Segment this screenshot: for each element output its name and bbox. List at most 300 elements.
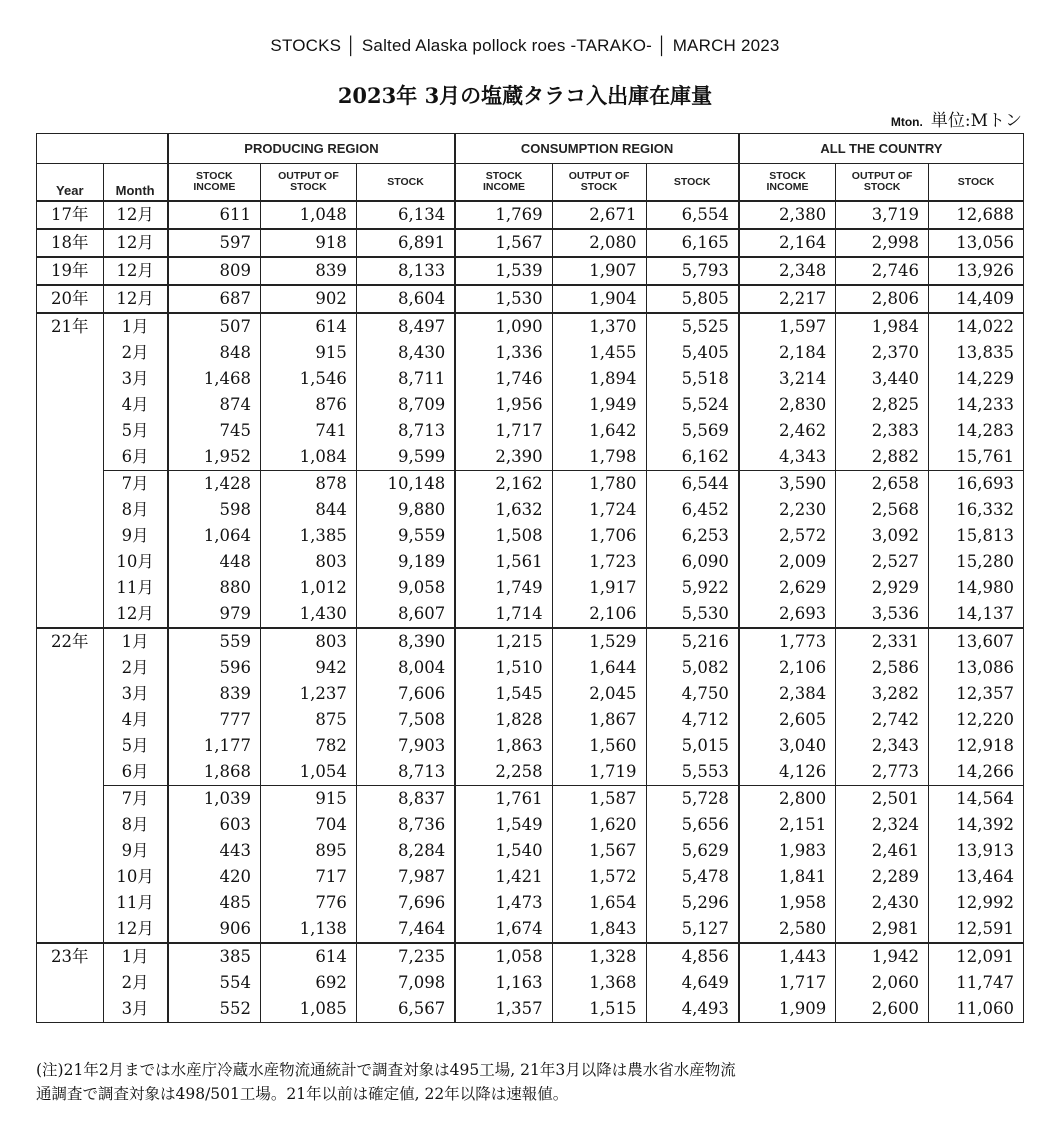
table-row — [37, 366, 1024, 392]
cell-consumption-stock: 5,525 — [646, 313, 739, 340]
cell-year — [37, 996, 104, 1023]
cell-producing-output: 1,085 — [261, 996, 357, 1023]
cell-consumption-stock: 5,405 — [646, 340, 739, 366]
cell-consumption-income: 1,828 — [455, 707, 552, 733]
cell-consumption-output: 1,904 — [552, 285, 646, 313]
col-output-of-stock: OUTPUT OF STOCK — [836, 164, 929, 202]
cell-consumption-income: 1,336 — [455, 340, 552, 366]
cell-consumption-output: 2,106 — [552, 601, 646, 628]
cell-producing-output: 1,237 — [261, 681, 357, 707]
cell-consumption-stock: 6,165 — [646, 229, 739, 257]
cell-consumption-output: 1,567 — [552, 838, 646, 864]
cell-producing-stock: 8,607 — [356, 601, 455, 628]
cell-year — [37, 340, 104, 366]
cell-country-stock: 13,607 — [929, 628, 1024, 655]
cell-country-income: 3,040 — [739, 733, 836, 759]
cell-year — [37, 497, 104, 523]
cell-consumption-stock: 4,493 — [646, 996, 739, 1023]
table-row — [37, 655, 1024, 681]
cell-year: 18年 — [37, 229, 104, 257]
cell-country-output: 2,461 — [836, 838, 929, 864]
cell-country-output: 2,746 — [836, 257, 929, 285]
cell-consumption-stock: 6,090 — [646, 549, 739, 575]
cell-producing-output: 1,054 — [261, 759, 357, 786]
cell-consumption-stock: 5,127 — [646, 916, 739, 943]
cell-country-stock: 14,564 — [929, 786, 1024, 813]
cell-year: 20年 — [37, 285, 104, 313]
cell-producing-output: 803 — [261, 549, 357, 575]
cell-producing-stock: 9,559 — [356, 523, 455, 549]
cell-country-output: 2,343 — [836, 733, 929, 759]
cell-consumption-stock: 6,162 — [646, 444, 739, 471]
cell-consumption-income: 1,549 — [455, 812, 552, 838]
cell-country-stock: 14,283 — [929, 418, 1024, 444]
cell-consumption-stock: 5,553 — [646, 759, 739, 786]
cell-producing-output: 844 — [261, 497, 357, 523]
cell-country-income: 4,126 — [739, 759, 836, 786]
cell-producing-income: 874 — [168, 392, 261, 418]
cell-month: 2月 — [103, 970, 168, 996]
col-month: Month — [103, 164, 168, 202]
cell-country-stock: 14,022 — [929, 313, 1024, 340]
cell-country-income: 2,572 — [739, 523, 836, 549]
cell-month: 7月 — [103, 786, 168, 813]
cell-country-stock: 12,992 — [929, 890, 1024, 916]
region-all-country: ALL THE COUNTRY — [739, 134, 1024, 164]
table-row — [37, 838, 1024, 864]
cell-month: 8月 — [103, 497, 168, 523]
cell-month: 10月 — [103, 549, 168, 575]
cell-country-income: 2,106 — [739, 655, 836, 681]
cell-consumption-stock: 5,656 — [646, 812, 739, 838]
cell-consumption-stock: 6,452 — [646, 497, 739, 523]
cell-country-income: 1,773 — [739, 628, 836, 655]
cell-consumption-output: 2,045 — [552, 681, 646, 707]
cell-consumption-income: 2,390 — [455, 444, 552, 471]
cell-country-income: 2,384 — [739, 681, 836, 707]
cell-producing-stock: 6,891 — [356, 229, 455, 257]
cell-producing-stock: 7,606 — [356, 681, 455, 707]
cell-month: 12月 — [103, 601, 168, 628]
cell-year — [37, 970, 104, 996]
cell-consumption-stock: 5,216 — [646, 628, 739, 655]
table-row — [37, 418, 1024, 444]
cell-year — [37, 890, 104, 916]
cell-country-stock: 12,918 — [929, 733, 1024, 759]
cell-country-stock: 15,813 — [929, 523, 1024, 549]
cell-consumption-output: 1,368 — [552, 970, 646, 996]
report-header: STOCKS │ Salted Alaska pollock roes -TARAKO- │ MARCH 2023 — [270, 36, 780, 55]
cell-consumption-stock: 5,518 — [646, 366, 739, 392]
footnote-line-1: (注)21年2月までは水産庁冷蔵水産物流通統計で調査対象は495工場, 21年3月以降は農水省水産物流 — [36, 1061, 736, 1079]
cell-producing-stock: 6,567 — [356, 996, 455, 1023]
cell-producing-output: 1,084 — [261, 444, 357, 471]
cell-consumption-income: 2,162 — [455, 471, 552, 498]
cell-consumption-stock: 6,253 — [646, 523, 739, 549]
cell-country-stock: 14,137 — [929, 601, 1024, 628]
cell-consumption-output: 1,780 — [552, 471, 646, 498]
table-row — [37, 497, 1024, 523]
table-row — [37, 970, 1024, 996]
cell-country-income: 1,958 — [739, 890, 836, 916]
cell-consumption-stock: 5,922 — [646, 575, 739, 601]
cell-producing-income: 979 — [168, 601, 261, 628]
cell-country-stock: 14,980 — [929, 575, 1024, 601]
cell-country-output: 2,882 — [836, 444, 929, 471]
cell-producing-stock: 8,604 — [356, 285, 455, 313]
col-year: Year — [37, 164, 104, 202]
cell-producing-output: 1,385 — [261, 523, 357, 549]
cell-country-stock: 16,332 — [929, 497, 1024, 523]
cell-month: 2月 — [103, 655, 168, 681]
cell-producing-income: 596 — [168, 655, 261, 681]
cell-country-output: 2,430 — [836, 890, 929, 916]
cell-consumption-income: 1,421 — [455, 864, 552, 890]
cell-country-stock: 14,392 — [929, 812, 1024, 838]
cell-consumption-output: 1,843 — [552, 916, 646, 943]
cell-year — [37, 366, 104, 392]
table-row — [37, 471, 1024, 498]
cell-country-income: 1,909 — [739, 996, 836, 1023]
cell-producing-output: 614 — [261, 943, 357, 970]
cell-producing-income: 485 — [168, 890, 261, 916]
cell-consumption-output: 1,654 — [552, 890, 646, 916]
cell-producing-stock: 9,058 — [356, 575, 455, 601]
cell-month: 1月 — [103, 313, 168, 340]
cell-country-stock: 14,229 — [929, 366, 1024, 392]
cell-consumption-income: 1,746 — [455, 366, 552, 392]
cell-year — [37, 838, 104, 864]
cell-country-stock: 15,761 — [929, 444, 1024, 471]
cell-producing-income: 597 — [168, 229, 261, 257]
cell-consumption-stock: 5,569 — [646, 418, 739, 444]
table-row — [37, 812, 1024, 838]
cell-month: 7月 — [103, 471, 168, 498]
cell-producing-output: 776 — [261, 890, 357, 916]
cell-producing-output: 839 — [261, 257, 357, 285]
cell-producing-income: 448 — [168, 549, 261, 575]
cell-country-stock: 11,747 — [929, 970, 1024, 996]
table-row — [37, 285, 1024, 313]
cell-country-stock: 13,835 — [929, 340, 1024, 366]
cell-consumption-stock: 4,649 — [646, 970, 739, 996]
cell-consumption-output: 1,370 — [552, 313, 646, 340]
cell-producing-output: 1,048 — [261, 201, 357, 229]
stocks-table — [36, 133, 1024, 1023]
cell-consumption-output: 1,328 — [552, 943, 646, 970]
col-stock: STOCK — [646, 164, 739, 202]
cell-country-stock: 12,357 — [929, 681, 1024, 707]
cell-month: 11月 — [103, 575, 168, 601]
cell-country-stock: 12,591 — [929, 916, 1024, 943]
cell-producing-stock: 7,235 — [356, 943, 455, 970]
cell-country-income: 2,230 — [739, 497, 836, 523]
cell-consumption-stock: 5,478 — [646, 864, 739, 890]
cell-producing-output: 878 — [261, 471, 357, 498]
cell-consumption-income: 1,561 — [455, 549, 552, 575]
cell-country-stock: 16,693 — [929, 471, 1024, 498]
table-row — [37, 601, 1024, 628]
cell-country-income: 2,830 — [739, 392, 836, 418]
cell-country-stock: 13,056 — [929, 229, 1024, 257]
cell-consumption-income: 1,357 — [455, 996, 552, 1023]
cell-consumption-stock: 6,554 — [646, 201, 739, 229]
cell-month: 5月 — [103, 733, 168, 759]
cell-month: 3月 — [103, 681, 168, 707]
cell-country-output: 2,527 — [836, 549, 929, 575]
cell-consumption-output: 1,894 — [552, 366, 646, 392]
cell-producing-output: 918 — [261, 229, 357, 257]
cell-year — [37, 916, 104, 943]
cell-country-output: 2,600 — [836, 996, 929, 1023]
cell-producing-stock: 8,284 — [356, 838, 455, 864]
cell-consumption-income: 1,761 — [455, 786, 552, 813]
cell-producing-income: 839 — [168, 681, 261, 707]
cell-country-income: 3,590 — [739, 471, 836, 498]
cell-country-output: 3,440 — [836, 366, 929, 392]
cell-month: 3月 — [103, 366, 168, 392]
cell-consumption-output: 1,455 — [552, 340, 646, 366]
cell-country-output: 2,289 — [836, 864, 929, 890]
cell-producing-income: 1,039 — [168, 786, 261, 813]
table-row — [37, 392, 1024, 418]
cell-consumption-income: 1,508 — [455, 523, 552, 549]
cell-country-income: 2,009 — [739, 549, 836, 575]
cell-country-income: 4,343 — [739, 444, 836, 471]
cell-consumption-output: 1,719 — [552, 759, 646, 786]
cell-consumption-output: 1,917 — [552, 575, 646, 601]
cell-month: 8月 — [103, 812, 168, 838]
cell-consumption-stock: 5,296 — [646, 890, 739, 916]
cell-consumption-output: 1,572 — [552, 864, 646, 890]
cell-consumption-income: 1,863 — [455, 733, 552, 759]
cell-producing-stock: 8,497 — [356, 313, 455, 340]
table-row — [37, 444, 1024, 471]
table-row — [37, 201, 1024, 229]
table-row — [37, 996, 1024, 1023]
cell-producing-income: 552 — [168, 996, 261, 1023]
cell-consumption-stock: 5,805 — [646, 285, 739, 313]
cell-consumption-output: 1,644 — [552, 655, 646, 681]
cell-country-output: 3,536 — [836, 601, 929, 628]
cell-month: 10月 — [103, 864, 168, 890]
unit-label — [891, 106, 1022, 131]
cell-country-income: 2,164 — [739, 229, 836, 257]
region-consumption: CONSUMPTION REGION — [455, 134, 739, 164]
cell-year — [37, 549, 104, 575]
cell-year — [37, 812, 104, 838]
cell-country-output: 2,742 — [836, 707, 929, 733]
cell-country-output: 1,942 — [836, 943, 929, 970]
table-row — [37, 313, 1024, 340]
table-row — [37, 786, 1024, 813]
cell-country-output: 2,929 — [836, 575, 929, 601]
cell-month: 5月 — [103, 418, 168, 444]
cell-producing-output: 915 — [261, 786, 357, 813]
cell-producing-output: 915 — [261, 340, 357, 366]
footnote — [36, 1058, 1026, 1106]
cell-country-stock: 12,688 — [929, 201, 1024, 229]
cell-consumption-income: 1,769 — [455, 201, 552, 229]
cell-country-income: 2,800 — [739, 786, 836, 813]
cell-producing-output: 717 — [261, 864, 357, 890]
cell-consumption-income: 1,058 — [455, 943, 552, 970]
cell-producing-income: 420 — [168, 864, 261, 890]
table-row — [37, 628, 1024, 655]
cell-producing-output: 803 — [261, 628, 357, 655]
cell-year: 19年 — [37, 257, 104, 285]
cell-consumption-stock: 5,015 — [646, 733, 739, 759]
cell-consumption-income: 1,163 — [455, 970, 552, 996]
cell-country-stock: 14,266 — [929, 759, 1024, 786]
cell-producing-output: 1,430 — [261, 601, 357, 628]
cell-producing-output: 1,012 — [261, 575, 357, 601]
cell-producing-income: 611 — [168, 201, 261, 229]
cell-country-output: 2,658 — [836, 471, 929, 498]
table-row — [37, 681, 1024, 707]
cell-month: 1月 — [103, 943, 168, 970]
cell-producing-income: 385 — [168, 943, 261, 970]
col-stock: STOCK — [356, 164, 455, 202]
cell-country-income: 2,217 — [739, 285, 836, 313]
cell-producing-output: 875 — [261, 707, 357, 733]
cell-country-income: 2,580 — [739, 916, 836, 943]
cell-producing-income: 1,064 — [168, 523, 261, 549]
cell-year — [37, 655, 104, 681]
cell-producing-stock: 7,903 — [356, 733, 455, 759]
cell-producing-income: 745 — [168, 418, 261, 444]
cell-month: 1月 — [103, 628, 168, 655]
table-row — [37, 549, 1024, 575]
table-row — [37, 257, 1024, 285]
col-stock-income: STOCK INCOME — [739, 164, 836, 202]
table-row — [37, 864, 1024, 890]
cell-month: 12月 — [103, 916, 168, 943]
table-row — [37, 707, 1024, 733]
cell-country-stock: 13,913 — [929, 838, 1024, 864]
cell-consumption-output: 2,671 — [552, 201, 646, 229]
cell-year — [37, 733, 104, 759]
cell-producing-income: 880 — [168, 575, 261, 601]
cell-consumption-output: 1,867 — [552, 707, 646, 733]
cell-producing-stock: 8,713 — [356, 759, 455, 786]
cell-country-income: 2,184 — [739, 340, 836, 366]
cell-country-output: 2,324 — [836, 812, 929, 838]
table-body — [37, 201, 1024, 1023]
cell-month: 9月 — [103, 523, 168, 549]
cell-consumption-income: 1,714 — [455, 601, 552, 628]
cell-month: 12月 — [103, 257, 168, 285]
cell-country-income: 1,841 — [739, 864, 836, 890]
cell-producing-stock: 8,430 — [356, 340, 455, 366]
cell-producing-stock: 8,711 — [356, 366, 455, 392]
cell-consumption-output: 1,706 — [552, 523, 646, 549]
cell-producing-stock: 9,599 — [356, 444, 455, 471]
cell-producing-income: 598 — [168, 497, 261, 523]
table-row — [37, 340, 1024, 366]
cell-producing-income: 559 — [168, 628, 261, 655]
cell-country-output: 2,501 — [836, 786, 929, 813]
cell-month: 6月 — [103, 444, 168, 471]
cell-producing-output: 1,138 — [261, 916, 357, 943]
col-stock: STOCK — [929, 164, 1024, 202]
col-output-of-stock: OUTPUT OF STOCK — [261, 164, 357, 202]
cell-producing-stock: 9,189 — [356, 549, 455, 575]
cell-country-stock: 12,220 — [929, 707, 1024, 733]
cell-month: 12月 — [103, 201, 168, 229]
cell-consumption-stock: 5,728 — [646, 786, 739, 813]
cell-producing-income: 777 — [168, 707, 261, 733]
cell-consumption-stock: 4,856 — [646, 943, 739, 970]
cell-country-income: 1,717 — [739, 970, 836, 996]
cell-country-output: 2,806 — [836, 285, 929, 313]
cell-month: 9月 — [103, 838, 168, 864]
cell-producing-stock: 6,134 — [356, 201, 455, 229]
cell-country-stock: 13,926 — [929, 257, 1024, 285]
cell-country-output: 2,370 — [836, 340, 929, 366]
cell-country-income: 1,597 — [739, 313, 836, 340]
cell-month: 4月 — [103, 707, 168, 733]
cell-consumption-income: 1,510 — [455, 655, 552, 681]
header-blank — [37, 134, 168, 164]
cell-consumption-stock: 5,082 — [646, 655, 739, 681]
cell-consumption-income: 1,539 — [455, 257, 552, 285]
cell-country-income: 3,214 — [739, 366, 836, 392]
cell-country-income: 2,151 — [739, 812, 836, 838]
cell-consumption-stock: 4,750 — [646, 681, 739, 707]
cell-year — [37, 575, 104, 601]
cell-producing-income: 554 — [168, 970, 261, 996]
cell-year: 23年 — [37, 943, 104, 970]
cell-month: 4月 — [103, 392, 168, 418]
cell-consumption-stock: 5,530 — [646, 601, 739, 628]
cell-year — [37, 759, 104, 786]
unit-jp: 単位:Mトン — [930, 111, 1022, 131]
cell-producing-income: 1,468 — [168, 366, 261, 392]
cell-consumption-income: 1,567 — [455, 229, 552, 257]
cell-consumption-stock: 5,629 — [646, 838, 739, 864]
table-row — [37, 575, 1024, 601]
cell-producing-income: 507 — [168, 313, 261, 340]
cell-producing-income: 443 — [168, 838, 261, 864]
cell-consumption-income: 1,632 — [455, 497, 552, 523]
cell-producing-output: 942 — [261, 655, 357, 681]
cell-country-stock: 14,409 — [929, 285, 1024, 313]
cell-producing-stock: 9,880 — [356, 497, 455, 523]
cell-country-output: 2,586 — [836, 655, 929, 681]
cell-producing-stock: 7,987 — [356, 864, 455, 890]
cell-consumption-income: 1,674 — [455, 916, 552, 943]
cell-month: 12月 — [103, 229, 168, 257]
cell-consumption-output: 1,620 — [552, 812, 646, 838]
cell-consumption-income: 1,215 — [455, 628, 552, 655]
cell-country-output: 3,092 — [836, 523, 929, 549]
cell-year — [37, 681, 104, 707]
cell-country-output: 2,331 — [836, 628, 929, 655]
cell-consumption-output: 1,907 — [552, 257, 646, 285]
cell-country-stock: 13,086 — [929, 655, 1024, 681]
cell-producing-stock: 7,696 — [356, 890, 455, 916]
cell-country-output: 2,825 — [836, 392, 929, 418]
table-row — [37, 523, 1024, 549]
cell-country-output: 3,282 — [836, 681, 929, 707]
cell-country-stock: 15,280 — [929, 549, 1024, 575]
col-stock-income: STOCK INCOME — [455, 164, 552, 202]
cell-consumption-output: 1,949 — [552, 392, 646, 418]
cell-country-output: 2,998 — [836, 229, 929, 257]
cell-producing-stock: 8,709 — [356, 392, 455, 418]
cell-consumption-output: 2,080 — [552, 229, 646, 257]
